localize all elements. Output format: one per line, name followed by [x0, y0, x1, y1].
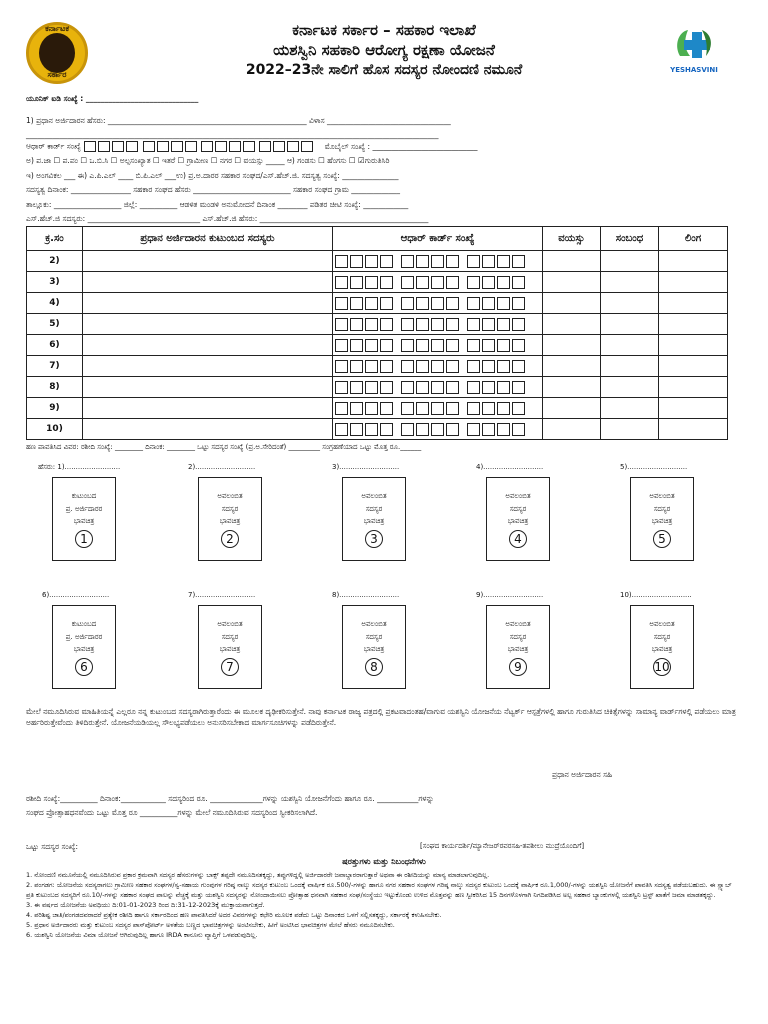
- photo-slot-number: 7: [221, 658, 239, 676]
- mobile-line[interactable]: ____________________________: [372, 141, 478, 151]
- photo-slot-caption: ಅವಲಂಬಿತ: [217, 492, 243, 500]
- payment-details[interactable]: ಹಣ ಪಾವತಿಸಿದ ವಿವರ: ರಶೀದಿ ಸಂಖ್ಯೆ: ________ ದಿನಾಂಕ: ________ ಒಟ್ಟು ಸದಸ್ಯರ ಸಂಖ್ಯೆ (ಪ್ರ.ಅ.ಸೇರಿದಂತೆ) _________ ಸಂಗ್ರಹಣೆಯಾದ ಒಟ್ಟು ಮೊತ್ತ ರೂ.______: [26, 443, 422, 451]
- member-relation-cell[interactable]: [601, 272, 659, 293]
- photo-name-label[interactable]: 4)...........................: [476, 463, 544, 471]
- photo-name-label[interactable]: ಹೆಸರು: 1).........................: [38, 463, 121, 471]
- photo-slot[interactable]: [486, 605, 550, 689]
- photo-slot-number: 9: [509, 658, 527, 676]
- photo-slot-caption: ಭಾವಚಿತ್ರ: [363, 517, 385, 526]
- mobile-label: ಮೊಬೈಲ್ ಸಂಖ್ಯೆ :: [324, 141, 371, 151]
- header-line1: ಕರ್ನಾಟಕ ಸರ್ಕಾರ – ಸಹಕಾರ ಇಲಾಖೆ: [292, 21, 476, 39]
- member-gender-cell[interactable]: [659, 377, 728, 398]
- member-name-cell[interactable]: [83, 419, 333, 440]
- member-aadhar-cell[interactable]: [333, 377, 543, 398]
- unique-id-field[interactable]: ಯೂನಿಕ್ ಐಡಿ ಸಂಖ್ಯೆ : ______________________________: [26, 94, 199, 103]
- member-relation-cell[interactable]: [601, 398, 659, 419]
- table-row: [27, 377, 728, 398]
- member-age-cell[interactable]: [543, 251, 601, 272]
- table-row: [27, 419, 728, 440]
- photo-slot-caption: ಅವಲಂಬಿತ: [505, 620, 531, 628]
- table-row: [27, 335, 728, 356]
- condition-item: 1. ನೋಂದಣಿ ನಮೂನೆಯಲ್ಲಿ ನಮೂದಿಸಿರುವ ಪ್ರಕಾರ ಕ್ರಮವಾಗಿ ಸದಸ್ಯರ ಹೆಸರುಗಳನ್ನು ಬಾಕ್ಸ್ ತಪ್ಪದೇ ನಮೂದಿಸತಕ್ಕದ್ದು, ತಪ್ಪುಗಳಿದ್ದಲ್ಲಿ ಅರ್ಜಿದಾರರೇ ಜವಾಬ್ದಾರರಾಗುತ್ತಾರೆ ಅಥವಾ ಈ ರಶೀದಿಯನ್ನು ಮಾನ್ಯ ಮಾಡಲಾಗುವುದಿಲ್ಲ.: [26, 871, 490, 879]
- photo-slot[interactable]: [198, 605, 262, 689]
- member-gender-cell[interactable]: [659, 272, 728, 293]
- row-number: 9): [27, 398, 83, 419]
- table-row: [27, 272, 728, 293]
- photo-slot-caption: ಭಾವಚಿತ್ರ: [507, 645, 529, 654]
- photo-name-label[interactable]: 7)...........................: [188, 591, 256, 599]
- table-header-row: [27, 227, 728, 251]
- photo-slot-number: 4: [509, 530, 527, 548]
- member-name-cell[interactable]: [83, 272, 333, 293]
- aadhar-row: [26, 141, 477, 152]
- member-aadhar-cell[interactable]: [333, 293, 543, 314]
- row-number: 2): [27, 251, 83, 272]
- member-name-cell[interactable]: [83, 251, 333, 272]
- condition-item: 3. ಈ ವರ್ಷದ ಯೋಜನೆಯ ಅವಧಿಯು ದಿ:01-01-2023 ರಿಂದ ದಿ:31-12-2023ಕ್ಕೆ ಮುಕ್ತಾಯವಾಗುತ್ತದೆ.: [26, 901, 265, 910]
- address-continuation[interactable]: ______________________________________________________________________________________________________________: [26, 130, 439, 139]
- photo-name-label[interactable]: 8)...........................: [332, 591, 400, 599]
- photo-slot-caption: ಸದಸ್ಯರ: [221, 632, 239, 641]
- header-line2: ಯಶಸ್ವಿನಿ ಸಹಕಾರಿ ಆರೋಗ್ಯ ರಕ್ಷಣಾ ಯೋಜನೆ: [273, 41, 495, 59]
- col-sl-no: ಕ್ರ.ಸಂ: [27, 227, 83, 251]
- member-name-cell[interactable]: [83, 314, 333, 335]
- photo-slot-caption: ಸದಸ್ಯರ: [365, 504, 383, 513]
- table-row: [27, 314, 728, 335]
- aadhar-boxes[interactable]: [83, 142, 317, 151]
- photo-slot-number: 6: [75, 658, 93, 676]
- photo-slot-caption: ಭಾವಚಿತ್ರ: [219, 645, 241, 654]
- photo-slot-caption: ಅವಲಂಬಿತ: [361, 620, 387, 628]
- photo-slot-caption: ಭಾವಚಿತ್ರ: [73, 645, 95, 654]
- seal-bottom-text: ಸರ್ಕಾರ: [47, 70, 67, 79]
- photo-name-label[interactable]: 9)...........................: [476, 591, 544, 599]
- taluk-row[interactable]: ತಾಲ್ಲೂಕು: __________________ ಜಿಲ್ಲೆ: __________ ಆಡಳಿತ ಮಂಡಳಿ ಅನುಮೋದನೆ ದಿನಾಂಕ ________ ಪಡಿತರ ಚೀಟಿ ಸಂಖ್ಯೆ: ____________: [26, 200, 409, 209]
- member-age-cell[interactable]: [543, 398, 601, 419]
- member-age-cell[interactable]: [543, 377, 601, 398]
- member-relation-cell[interactable]: [601, 293, 659, 314]
- photo-slot-number: 10: [654, 659, 670, 674]
- photo-slot-caption: ಸದಸ್ಯರ: [509, 504, 527, 513]
- member-age-cell[interactable]: [543, 293, 601, 314]
- photo-slot-caption: ಸದಸ್ಯರ: [653, 632, 671, 641]
- header-line3: 2022–23ನೇ ಸಾಲಿಗೆ ಹೊಸ ಸದಸ್ಯರ ನೋಂದಣಿ ನಮೂನೆ: [245, 62, 523, 78]
- col-member-name: ಪ್ರಧಾನ ಅರ್ಜಿದಾರನ ಕುಟುಂಬದ ಸದಸ್ಯರು: [83, 227, 333, 251]
- member-age-cell[interactable]: [543, 419, 601, 440]
- applicant-name-field[interactable]: 1) ಪ್ರಧಾನ ಅರ್ಜಿದಾರನ ಹೆಸರು: _____________________________________________________ ವಿಳಾಸ _________________________________: [26, 116, 451, 125]
- condition-item: 2. ಪಂಗಡಗ: ಯೋಜನೆಯ ಸದಸ್ಯರಾಗಲು ಗ್ರಾಮೀಣ ಸಹಕಾರ ಸಂಘಗಳ/ಸ್ವ-ಸಹಾಯ ಗುಂಪುಗಳ ಗರಿಷ್ಠ ನಾಲ್ಕು ಸದಸ್ಯರ ಕುಟುಂಬ ಒಂದಕ್ಕೆ ವಾರ್ಷಿಕ ರೂ.500/-ಗಳನ್ನು ಹಾಗೂ ನಗರ ಸಹಕಾರ ಸಂಘಗಳ ಗರಿಷ್ಠ ನಾಲ್ಕು ಸದಸ್ಯರ ಕುಟುಂಬ ಒಂದಕ್ಕೆ ವಾರ್ಷಿಕ ರೂ.1,000/-ಗಳನ್ನು ಯಶಸ್ವಿನಿ ಯೋಜನೆಗೆ ಪಾವತಿಸಿ ಸದಸ್ಯತ್ವ ಪಡೆಯಬಹುದು. ಈ ಸ್ಲ್ಯಾಬ್ ಪ್ರತಿ ಕುಟುಂಬದ ಸದಸ್ಯರಿಗೆ ರೂ.10/-ಗಳನ್ನು ಸಹಕಾರ ಸಂಘದ ಪಾಲನ್ನು ವೆಚ್ಚಕ್ಕೆ ಮತ್ತು ಯಶಸ್ವಿನಿ ಸದಸ್ಯರನ್ನು ನೋಂದಾಯಿಸಲು ಪ್ರೋತ್ಸಾಹ ಧನವಾಗಿ ಸಹಕಾರ ಸಂಘ/ಸಂಸ್ಥೆಯು ಇಟ್ಟುಕೊಂಡು ಉಳಿದ ಮೊತ್ತವನ್ನು ಹಣ ಸ್ವೀಕರಿಸಿದ 15 ದಿನಗಳೊಳಗಾಗಿ ನಿಗದಿಪಡಿಸಿದ ಅಲ್ಪ ಸಹಕಾರ ಬ್ಯಾಂಕುಗಳಲ್ಲಿ ಯಶಸ್ವಿನಿ ಟ್ರಸ್ಟ್ ಖಾತೆಗೆ ಜಮಾ ಮಾಡತಕ್ಕದ್ದು.: [26, 881, 732, 900]
- member-gender-cell[interactable]: [659, 335, 728, 356]
- member-relation-cell[interactable]: [601, 356, 659, 377]
- member-name-cell[interactable]: [83, 335, 333, 356]
- table-row: [27, 251, 728, 272]
- photo-slot-caption: ಭಾವಚಿತ್ರ: [651, 517, 673, 526]
- total-members-label[interactable]: ಒಟ್ಟು ಸದಸ್ಯರ ಸಂಖ್ಯೆ:: [26, 842, 79, 851]
- photo-slot-number: 3: [365, 530, 383, 548]
- photo-name-label[interactable]: 5)...........................: [620, 463, 688, 471]
- member-gender-cell[interactable]: [659, 398, 728, 419]
- photo-slot-caption: ಸದಸ್ಯರ: [653, 504, 671, 513]
- member-relation-cell[interactable]: [601, 419, 659, 440]
- member-relation-cell[interactable]: [601, 335, 659, 356]
- row-number: 4): [27, 293, 83, 314]
- member-aadhar-cell[interactable]: [333, 398, 543, 419]
- photo-slot-caption: ಅವಲಂಬಿತ: [649, 492, 675, 500]
- member-aadhar-cell[interactable]: [333, 272, 543, 293]
- photo-name-label[interactable]: 10)...........................: [620, 591, 692, 599]
- photo-slot-caption: ಭಾವಚಿತ್ರ: [73, 517, 95, 526]
- shg-row[interactable]: ಎಸ್.ಹೆಚ್.ಜಿ ಸದಸ್ಯರು: ______________________________ ಎಸ್.ಹೆಚ್.ಜಿ ಹೆಸರು: _____________________________________________: [26, 214, 429, 223]
- member-name-cell[interactable]: [83, 398, 333, 419]
- photo-slot-caption: ಭಾವಚಿತ್ರ: [363, 645, 385, 654]
- photo-name-label[interactable]: 3)...........................: [332, 463, 400, 471]
- applicant-signature-label: ಪ್ರಧಾನ ಅರ್ಜಿದಾರನ ಸಹಿ: [552, 770, 613, 779]
- photo-slot-caption: ಕುಟುಂಬದ: [71, 492, 97, 500]
- col-age: ವಯಸ್ಸು: [543, 227, 601, 251]
- photo-slot-caption: ಭಾವಚಿತ್ರ: [219, 517, 241, 526]
- col-relation: ಸಂಬಂಧ: [601, 227, 659, 251]
- member-gender-cell[interactable]: [659, 356, 728, 377]
- row-number: 5): [27, 314, 83, 335]
- member-aadhar-cell[interactable]: [333, 335, 543, 356]
- table-row: [27, 356, 728, 377]
- photo-slot-number: 8: [365, 658, 383, 676]
- photo-slot[interactable]: [52, 477, 116, 561]
- seal-top-text: ಕರ್ನಾಟಕ: [45, 24, 69, 33]
- membership-row[interactable]: ಸದಸ್ಯತ್ವ ದಿನಾಂಕ: ________________ ಸಹಕಾರ ಸಂಘದ ಹೆಸರು __________________________ ಸಹಕಾರ ಸಂಘದ ಗ್ರಾಮ _____________: [26, 185, 401, 194]
- member-name-cell[interactable]: [83, 356, 333, 377]
- photo-slot-caption: ಪ್ರ. ಅರ್ಜಿದಾರರ: [65, 504, 103, 513]
- photo-slot[interactable]: [198, 477, 262, 561]
- row-number: 3): [27, 272, 83, 293]
- photo-slot[interactable]: [342, 605, 406, 689]
- yeshasvini-logo-text: YESHASVINI: [670, 66, 718, 74]
- photo-slot-caption: ಸದಸ್ಯರ: [365, 632, 383, 641]
- photo-slot[interactable]: [342, 477, 406, 561]
- member-age-cell[interactable]: [543, 335, 601, 356]
- photo-slot-caption: ಅವಲಂಬಿತ: [505, 492, 531, 500]
- member-relation-cell[interactable]: [601, 251, 659, 272]
- photo-name-label[interactable]: 6)...........................: [42, 591, 110, 599]
- photo-slot-number: 5: [653, 530, 671, 548]
- photo-slot-caption: ಸದಸ್ಯರ: [221, 504, 239, 513]
- member-aadhar-cell[interactable]: [333, 419, 543, 440]
- member-relation-cell[interactable]: [601, 377, 659, 398]
- photo-slot-caption: ಪ್ರ. ಅರ್ಜಿದಾರರ: [65, 632, 103, 641]
- photo-slot-caption: ಭಾವಚಿತ್ರ: [507, 517, 529, 526]
- member-age-cell[interactable]: [543, 314, 601, 335]
- photo-slot-caption: ಕುಟುಂಬದ: [71, 620, 97, 628]
- members-table: [26, 226, 728, 440]
- member-aadhar-cell[interactable]: [333, 251, 543, 272]
- photo-slot-number: 2: [221, 530, 239, 548]
- member-aadhar-cell[interactable]: [333, 314, 543, 335]
- disability-row[interactable]: ಇ) ಅಂಗವಿಕಲ ___ ಈ) ಎ.ಪಿ.ಎಲ್ ____ ಬಿ.ಪಿ.ಎಲ್ ___ಉ) ಪ್ರ.ಅ.ದಾರರ ಸಹಕಾರ ಸಂಘದ/ಎಸ್.ಹೆಚ್.ಜಿ. ಸದಸ್ಯತ್ವ ಸಂಖ್ಯೆ: _______________: [26, 171, 399, 180]
- col-gender: ಲಿಂಗ: [659, 227, 728, 251]
- member-gender-cell[interactable]: [659, 314, 728, 335]
- member-aadhar-cell[interactable]: [333, 356, 543, 377]
- col-aadhar: ಆಧಾರ್ ಕಾರ್ಡ್ ಸಂಖ್ಯೆ: [333, 227, 543, 251]
- photo-slot[interactable]: [486, 477, 550, 561]
- declaration-text: ಮೇಲೆ ನಮೂದಿಸಿರುವ ಮಾಹಿತಿಯನ್ನೆ ಎಲ್ಲರೂ ನನ್ನ ಕುಟುಂಬದ ಸದಸ್ಯರಾಗಿರುತ್ತಾರೆಂದು ಈ ಮೂಲಕ ದೃಢೀಕರಿಸುತ್ತೇನೆ. ನಾವು ಕರ್ನಾಟಕ ರಾಜ್ಯ ಪತ್ರದಲ್ಲಿ ಪ್ರಕಟವಾದಂತಹ/ವಾಗುವ ಯಶಸ್ವಿನಿ ಯೋಜನೆಯ ನೆಟ್ವರ್ಕ್ ಆಸ್ಪತ್ರೆಗಳಲ್ಲಿ ಹಾಗೂ ಗುರುತಿಸಿದ ಚಿಕಿತ್ಸೆಗಳನ್ನು ಸಾಮಾನ್ಯ ವಾರ್ಡ್‌ಗಳಲ್ಲಿ ಪಡೆಯಲು ಮಾತ್ರ ಅರ್ಹರಿರುತ್ತೇವೆಂದು ತಿಳಿದಿರುತ್ತೇನೆ. ಯೋಜನೆಯಡಿಯಲ್ಲ ಸೌಲಭ್ಯಪಡೆಯಲು ಅನುಸರಿಸಬೇಕಾದ ಮಾರ್ಗಸೂಚಿಗಳನ್ನು ಪಡೆದಿರುತ್ತೇನೆ.: [26, 707, 736, 728]
- photo-slot[interactable]: [630, 605, 694, 689]
- condition-item: 4. ಪರಿಶಿಷ್ಟ ಜಾತಿ/ಪಂಗಡದವರಾದರೆ ಪ್ರತ್ಯೇಕ ರಶೀದಿ ಹಾಗೂ ಸರ್ಕಾರದಿಂದ ಹಣ ಪಾವತಿಸಿದರೆ ಅದರ ವಿವರಗಳನ್ನು ಕಛೇರಿ ಮೂಲಕ ಪಡೆದು ಒಟ್ಟು ದಿನಾಂಕದ ಒಳಗೆ ಸಲ್ಲಿಸತಕ್ಕದ್ದು, ಸರ್ಕಾರಕ್ಕೆ ಕಳುಹಿಸಬೇಕು.: [26, 911, 442, 920]
- condition-item: 5. ಪ್ರಧಾನ ಅರ್ಜಿದಾರರು ಮತ್ತು ಕುಟುಂಬ ಸದಸ್ಯರ ಪಾಸ್‌ಪೋರ್ಟ್ ಅಳತೆಯ ಬಣ್ಣದ ಭಾವಚಿತ್ರಗಳನ್ನು ಅಂಟಿಸಬೇಕು, ಹೀಗೆ ಅಂಟಿಸಿದ ಭಾವಚಿತ್ರಗಳ ಮೇಲೆ ಹೆಸರು ನಮೂದಿಸಬೇಕು.: [26, 921, 395, 930]
- member-relation-cell[interactable]: [601, 314, 659, 335]
- photo-slot[interactable]: [52, 605, 116, 689]
- member-age-cell[interactable]: [543, 356, 601, 377]
- member-gender-cell[interactable]: [659, 419, 728, 440]
- table-row: [27, 398, 728, 419]
- row-number: 8): [27, 377, 83, 398]
- row-number: 6): [27, 335, 83, 356]
- photo-slot-caption: ಸದಸ್ಯರ: [509, 632, 527, 641]
- photo-name-label[interactable]: 2)...........................: [188, 463, 256, 471]
- member-gender-cell[interactable]: [659, 293, 728, 314]
- member-age-cell[interactable]: [543, 272, 601, 293]
- aadhar-label: ಆಧಾರ್ ಕಾರ್ಡ್ ಸಂಖ್ಯೆ: [26, 141, 81, 151]
- row-number: 10): [27, 419, 83, 440]
- row-number: 7): [27, 356, 83, 377]
- society-seal-note: [ಸಂಘದ ಕಾರ್ಯದರ್ಶಿ/ಮ್ಯಾನೇಜರ್‌ರವರಸಹಿ-ತಪಶೀಲು ಮುದ್ರೆಯೊಂದಿಗೆ]: [420, 842, 585, 850]
- receipt-line-2[interactable]: ಸಂಘದ ಪ್ರೋತ್ಸಾಹಧನವೆಂದು ಒಟ್ಟು ಮೊತ್ತ ರೂ __________ಗಳನ್ನು ಮೇಲೆ ನಮೂದಿಸಿರುವ ಸದಸ್ಯರಿಂದ ಸ್ವೀಕರಿಸಲಾಗಿದೆ.: [26, 808, 318, 817]
- photo-slot-caption: ಭಾವಚಿತ್ರ: [651, 645, 673, 654]
- photo-slot[interactable]: [630, 477, 694, 561]
- photo-slot-number: 1: [75, 530, 93, 548]
- member-name-cell[interactable]: [83, 293, 333, 314]
- category-row[interactable]: ಅ) ಪ.ಜಾ ☐ ಪ.ಪಂ ☐ ಒ.ಬಿ.ಸಿ ☐ ಅಲ್ಪಸಂಖ್ಯಾತ ☐ ಇತರೆ ☐ ಗ್ರಾಮೀಣ ☐ ನಗರ ☐ ವಯಸ್ಸು _____ ಆ) ಗಂಡಸು ☐ ಹೆಂಗಸು ☐ ☑ಗುರುತಿಸಿರಿ: [26, 156, 390, 165]
- receipt-line-1[interactable]: ರಶೀದಿ ಸಂಖ್ಯೆ:__________ ದಿನಾಂಕ:____________ ಸದಸ್ಯರಿಂದ ರೂ. ______________ಗಳನ್ನು ಯಶಸ್ವಿನಿ ಯೋಜನೆಗೆಂದು ಹಾಗೂ ರೂ. ___________ಗಳನ್ನು: [26, 794, 435, 803]
- condition-item: 6. ಯಶಸ್ವಿನಿ ಯೋಜನೆಯ ವಿಮಾ ಯೋಜನೆ ಆಗಿರುವುದಿಲ್ಲ ಹಾಗೂ IRDA ಕಾನೂನು ವ್ಯಾಪ್ತಿಗೆ ಒಳಪಡುವುದಿಲ್ಲ.: [26, 931, 258, 940]
- conditions-list: [26, 870, 738, 940]
- photo-slot-caption: ಅವಲಂಬಿತ: [649, 620, 675, 628]
- photo-slot-caption: ಅವಲಂಬಿತ: [217, 620, 243, 628]
- member-gender-cell[interactable]: [659, 251, 728, 272]
- member-name-cell[interactable]: [83, 377, 333, 398]
- conditions-title: ಷರತ್ತುಗಳು ಮತ್ತು ನಿಬಂಧನೆಗಳು: [342, 857, 426, 866]
- table-row: [27, 293, 728, 314]
- photo-slot-caption: ಅವಲಂಬಿತ: [361, 492, 387, 500]
